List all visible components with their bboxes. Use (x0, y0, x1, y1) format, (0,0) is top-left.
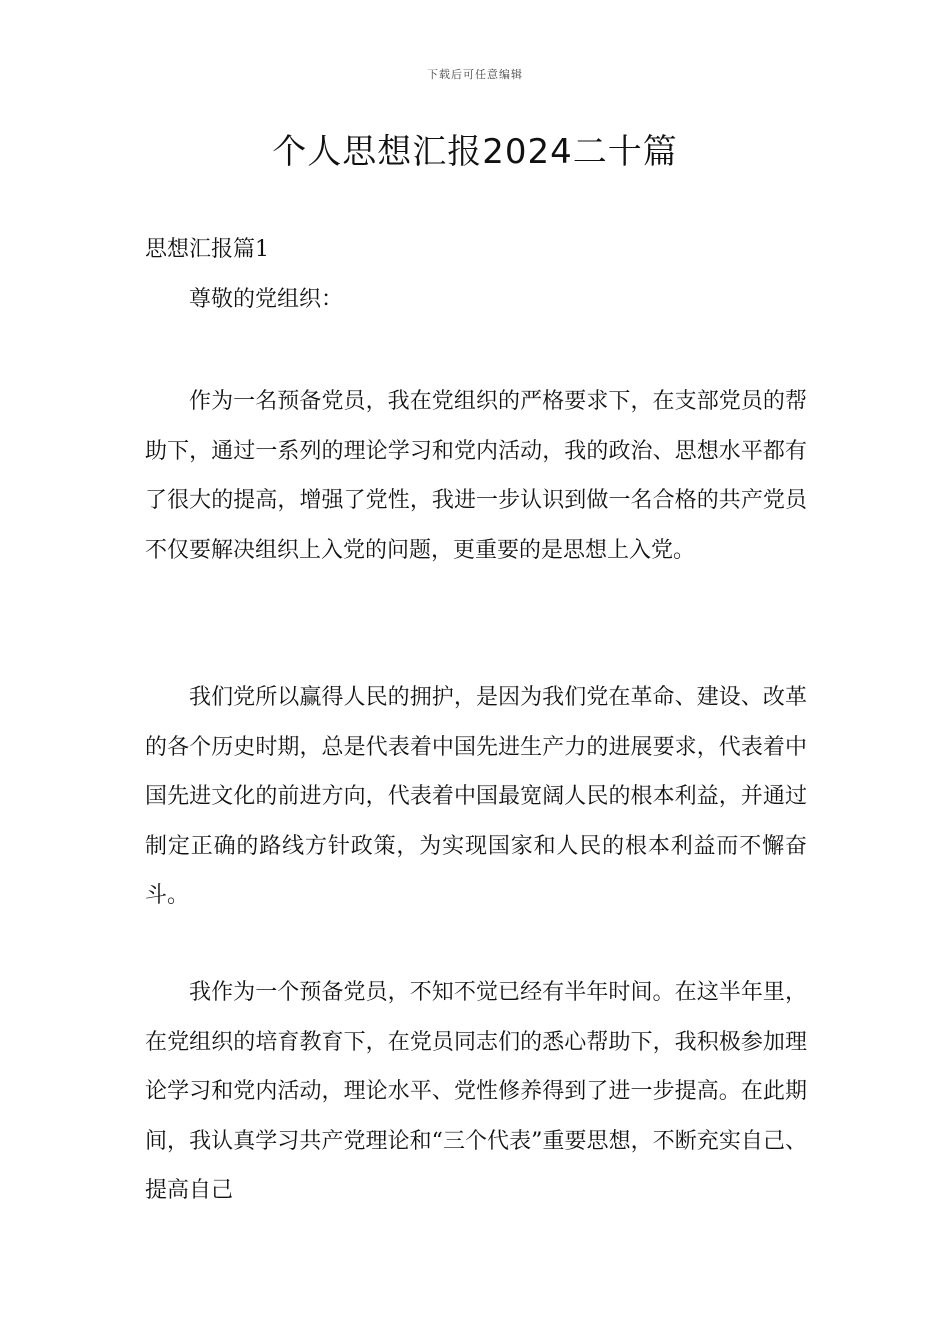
header-note: 下载后可任意编辑 (427, 68, 523, 81)
body-paragraph: 作为一名预备党员，我在党组织的严格要求下，在支部党员的帮助下，通过一系列的理论学习和党内活动，我的政治、思想水平都有了很大的提高，增强了党性，我进一步认识到做一名合格的共产党员不仅要解决组织上入党的问题，更重要的是思想上入党。 (145, 389, 807, 563)
section-heading: 思想汇报篇1 (145, 237, 269, 262)
salutation: 尊敬的党组织： (189, 287, 344, 312)
document-title: 个人思想汇报2024二十篇 (272, 132, 678, 172)
body-paragraph: 我们党所以赢得人民的拥护，是因为我们党在革命、建设、改革的各个历史时期，总是代表着中国先进生产力的进展要求，代表着中国先进文化的前进方向，代表着中国最宽阔人民的根本利益，并通过制定正确的路线方针政策，为实现国家和人民的根本利益而不懈奋斗。 (145, 685, 807, 908)
body-paragraph: 我作为一个预备党员，不知不觉已经有半年时间。在这半年里，在党组织的培育教育下，在党员同志们的悉心帮助下，我积极参加理论学习和党内活动，理论水平、党性修养得到了进一步提高。在此期间，我认真学习共产党理论和“三个代表”重要思想，不断充实自己、提高自己 (145, 980, 807, 1203)
